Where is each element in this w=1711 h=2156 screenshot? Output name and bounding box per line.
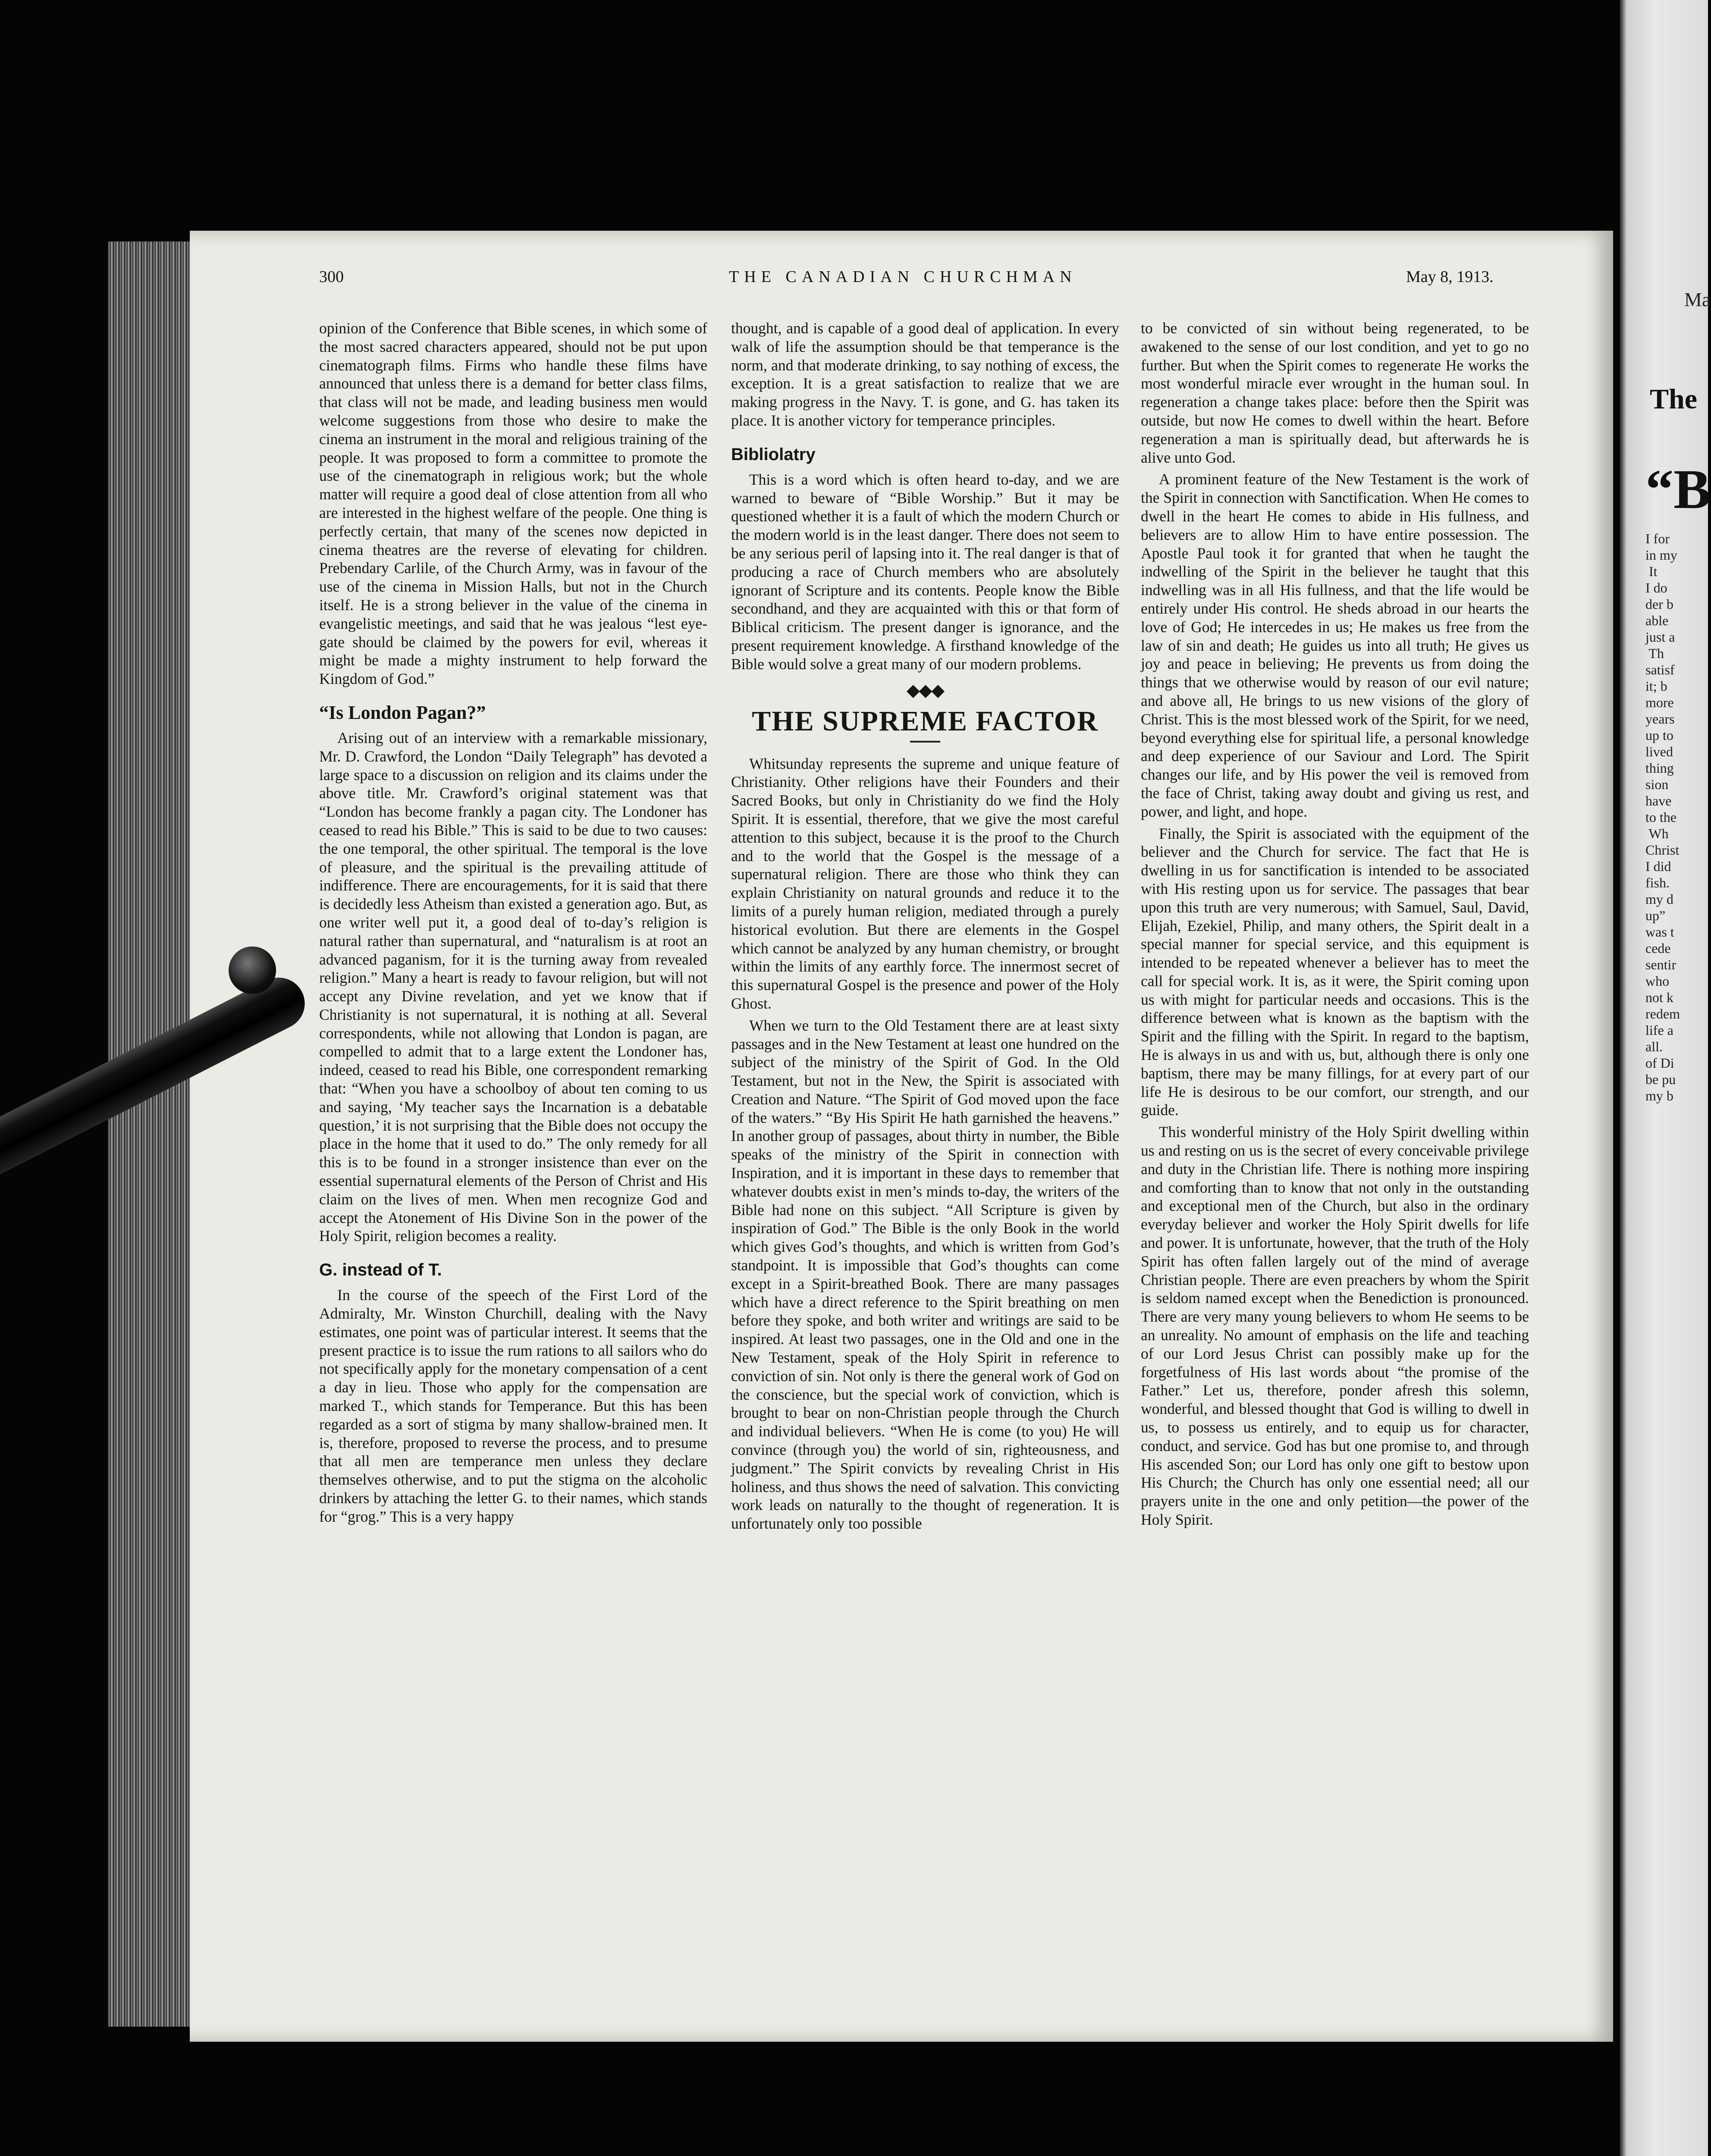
adjacent-page-fragment [1620,0,1711,2156]
heading-is-london-pagan: “Is London Pagan?” [319,702,486,723]
ministry-paragraph: This wonderful ministry of the Holy Spirit dwelling within us and resting on us is the secret of every conceivable privilege and duty in the Christian life. There is nothing more inspiring and comforting than to know that not only in the outstanding and exceptional men of the Church, but also in the ordinary everyday believer and worker the Holy Spirit dwells for life and power. It is unfortunate, however, that the truth of the Holy Spirit has often fallen largely out of the mind of average Christian people. There are even preachers by whom the Spirit is seldom named except when the Benediction is pronounced. There are very many young believers to whom He seems to be an unreality. No amount of emphasis on the life and teaching of our Lord Jesus Christ can possibly make up for the forgetfulness of His last words about “the promise of the Father.” Let us, therefore, ponder afresh this solemn, wonderful, and blessed thought that God is willing to dwell in us, to possess us entirely, and to equip us for character, conduct, and service. God has but one promise to, and through His ascended Son; our Lord has only one gift to bestow upon His Church; the Church has only one essential need; all our prayers unite in the one and only petition—the power of the Holy Spirit. [1141,1123,1529,1528]
heading-bibliolatry: Bibliolatry [731,445,816,464]
newspaper-page [190,231,1613,2042]
column-3 [1141,319,1529,1532]
heading-g-instead-of-t: G. instead of T. [319,1260,442,1280]
old-testament-paragraph: When we turn to the Old Testament there are at least sixty passages and in the New Testament at least one hundred on the subject of the ministry of the Spirit of God. In the Old Testament, but not in the New, the Spirit is associated with Creation and Nature. “The Spirit of God moved upon the face of the waters.” “By His Spirit He hath garnished the heavens.” In another group of passages, about thirty in number, the Bible speaks of the ministry of the Spirit in connection with Inspiration, and it is important in these days to remember that whatever doubts exist in men’s minds to-day, the writers of the Bible had none on this subject. “All Scripture is given by inspiration of God.” The Bible is the only Book in the world which gives God’s thoughts, and which is written from God’s standpoint. It is impossible that God’s thoughts can come except in a Spirit-breathed Book. There are many passages which have a direct reference to the Spirit breathing on men before they spoke, and both writer and writings are said to be inspired. At least two passages, one in the Old and one in the New Testament, speak of the Holy Spirit in reference to conviction of sin. Not only is there the general work of God on the conscience, but the special work of conviction, which is brought to bear on non-Christian people through the Church and individual believers. “When He is come (to you) He will convince (through you) the world of sin, righteousness, and judgment.” The Spirit convicts by revealing Christ in His holiness, and thus shows the need of salvation. This convicting work leads on naturally to the thought of regeneration. It is unfortunately only too possible [731,1016,1119,1532]
supreme-factor-intro: Whitsunday represents the supreme and unique feature of Christianity. Other religions have their Founders and their Sacred Books, but only in Christianity do we find the Holy Spirit. It is essential, therefore, that we give the most careful attention to this subject, because it is the proof to the Church and to the world that the Gospel is the message of a supernatural religion. There are those who think they can explain Christianity on natural grounds and reduce it to the limits of a purely human religion, mediated through a purely historical evolution. But there are elements in the Gospel which cannot be analyzed by any human chemistry, or brought within the limits of any earthly force. The innermost secret of this supernatural Gospel is the presence and power of the Holy Ghost. [731,755,1119,1012]
adjacent-page-text: I for in my It I do der b able just a Th satisf it; b more years up to lived thing sion have to the Wh Christ I did fish. my d up” was t cede sentir who not k redem life a all. of Di be pu my b [1645,531,1680,1103]
section-ornament: ◆◆◆ [906,680,944,700]
pen-cap [229,946,276,994]
adjacent-page-header: Ma [1684,288,1711,310]
column-1 [319,319,707,1529]
masthead: THE CANADIAN CHURCHMAN [729,268,1077,286]
column-2 [731,319,1119,1536]
title-rule [910,741,940,743]
adjacent-page-heading: The [1650,383,1698,415]
navy-paragraph: In the course of the speech of the First Lord of the Admiralty, Mr. Winston Churchill, dealing with the Navy estimates, one point was of particular interest. It seems that the present practice is to issue the rum rations to all sailors who do not specifically apply for the monetary compensation of a cent a day in lieu. Those who apply for the compensation are marked T., which stands for Temperance. But this has been regarded as a sort of stigma by many shallow-brained men. It is, therefore, proposed to reverse the process, and to presume that all men are temperance men unless they declare themselves otherwise, and to put the stigma on the alcoholic drinkers by attaching the letter G. to their names, which stands for “grog.” This is a very happy [319,1286,707,1525]
adjacent-page-quote: “B [1645,458,1711,520]
temperance-paragraph: thought, and is capable of a good deal of application. In every walk of life the assumption should be that temperance is the norm, and that moderate drinking, to say nothing of excess, the exception. It is a great satisfaction to realize that we are making progress in the Navy. T. is gone, and G. has taken its place. It is another victory for temperance principles. [731,320,1119,429]
page-number: 300 [319,268,344,286]
page-edges [108,241,203,2027]
cinema-paragraph: opinion of the Conference that Bible scenes, in which some of the most sacred characters appeared, should not be put upon cinematograph films. Firms who handle these films have announced that unless there is a demand for better class films, that class will not be made, and leading business men would welcome suggestions from those who desire to make the cinema an instrument in the moral and religious training of the people. It was proposed to form a committee to promote the use of the cinematograph in religious work; but the whole matter will require a good deal of close attention from all who are interested in the highest welfare of the people. One thing is perfectly certain, that many of the scenes now depicted in cinema theatres are the reverse of elevating for children. Prebendary Carlile, of the Church Army, was in favour of the use of the cinema in Mission Halls, but not in the Church itself. He is a strong believer in the value of the cinema in evangelistic meetings, and said that he was jealous “lest eye-gate should be claimed by the powers for evil, whereas it might be made a mighty instrument to help forward the Kingdom of God.” [319,320,707,688]
london-pagan-paragraph: Arising out of an interview with a remarkable missionary, Mr. D. Crawford, the London “Daily Telegraph” has devoted a large space to a discussion on religion and its claims under the above title. Mr. Crawford’s original statement was that “London has become frankly a pagan city. The Londoner has ceased to read his Bible.” This is said to be due to two causes: the one temporal, the other spiritual. The temporal is the love of pleasure, and the spiritual is the prevailing attitude of indifference. There are encouragements, for it is said that there is decidedly less Atheism than existed a generation ago. But, as one writer well put it, a good deal of to-day’s religion is natural rather than supernatural, and “naturalism is at root an advanced paganism, for it is the turning away from revealed religion.” Many a heart is ready to favour religion, but will not accept any Divine revelation, and yet we know that if Christianity is not supernatural, it is nothing at all. Several correspondents, while not allowing that London is pagan, are compelled to admit that to a large extent the Londoner has, indeed, ceased to read his Bible, one correspondent remarking that: “When you have a schoolboy of about ten coming to us and saying, ‘My teacher says the Incarnation is a debatable question,’ it is not surprising that the Bible does not occupy the place in the home that it used to do.” The only remedy for all this is to be found in a stronger insistence than ever on the essential supernatural elements of the Person of Christ and His claim on the lives of men. When men recognize God and accept the Atonement of His Divine Son in the power of the Holy Spirit, religion becomes a reality. [319,729,707,1245]
issue-date: May 8, 1913. [1406,268,1494,286]
bibliolatry-paragraph: This is a word which is often heard to-day, and we are warned to beware of “Bible Worship.” But it may be questioned whether it is a fault of which the modern Church or the modern world is in the least danger. There does not seem to be any serious peril of lapsing into it. The real danger is that of producing a race of Church members who are absolutely ignorant of Scripture and its contents. People know the Bible secondhand, and they are acquainted with this or that form of Biblical criticism. The present danger is ignorance, and the present requirement knowledge. A firsthand knowledge of the Bible would solve a great many of our modern problems. [731,470,1119,673]
service-paragraph: Finally, the Spirit is associated with the equipment of the believer and the Church for service. The fact that He is dwelling in us for sanctification is intended to be associated with His resting upon us for service. The passages that bear upon this truth are very numerous; with Samuel, Saul, David, Elijah, Ezekiel, Philip, and many others, the Spirit dealt in a special manner for special service, and this equipment is intended to be repeated whenever a believer has to meet the call for special work. It is, as it were, the Spirit coming upon us with might for particular needs and occasions. This is the difference between what is known as the baptism with the Spirit and the filling with the Spirit. In regard to the baptism, He is always in us and with us, but, although there is only one baptism, there may be many fillings, for at every part of our life He is desirous to be our comfort, our strength, and our guide. [1141,824,1529,1119]
sanctification-paragraph: A prominent feature of the New Testament is the work of the Spirit in connection with Sanctification. When He comes to dwell in the heart He comes to abide in His fullness, and believers are to allow Him to have entire possession. The Apostle Paul took it for granted that when he taught the indwelling of the Spirit in the believer he taught that this indwelling was in all His fullness, and that the life would be entirely under His control. He sheds abroad in our hearts the love of God; He intercedes in us; He makes us free from the law of sin and death; He guides us into all truth; He gives us joy and peace in believing; He prevents us from doing the things that we otherwise would by reason of our evil nature; and above all, He brings to us new visions of the glory of Christ. This is the most blessed work of the Spirit, for we need, beyond everything else for spiritual life, a personal knowledge and deep experience of our Saviour and Lord. The Spirit changes our life, and by His power the veil is removed from the face of Christ, taking away doubt and giving us rest, and power, and light, and hope. [1141,470,1529,820]
regeneration-paragraph: to be convicted of sin without being regenerated, to be awakened to the sense of our lost condition, and yet to go no further. But when the Spirit comes to regenerate He works the most wonderful miracle ever wrought in the human soul. In regeneration a change takes place: before then the Spirit was outside, but now He comes to dwell within the heart. Before regeneration a man is spiritually dead, but afterwards he is alive unto God. [1141,320,1529,466]
article-title: THE SUPREME FACTOR [752,705,1099,737]
